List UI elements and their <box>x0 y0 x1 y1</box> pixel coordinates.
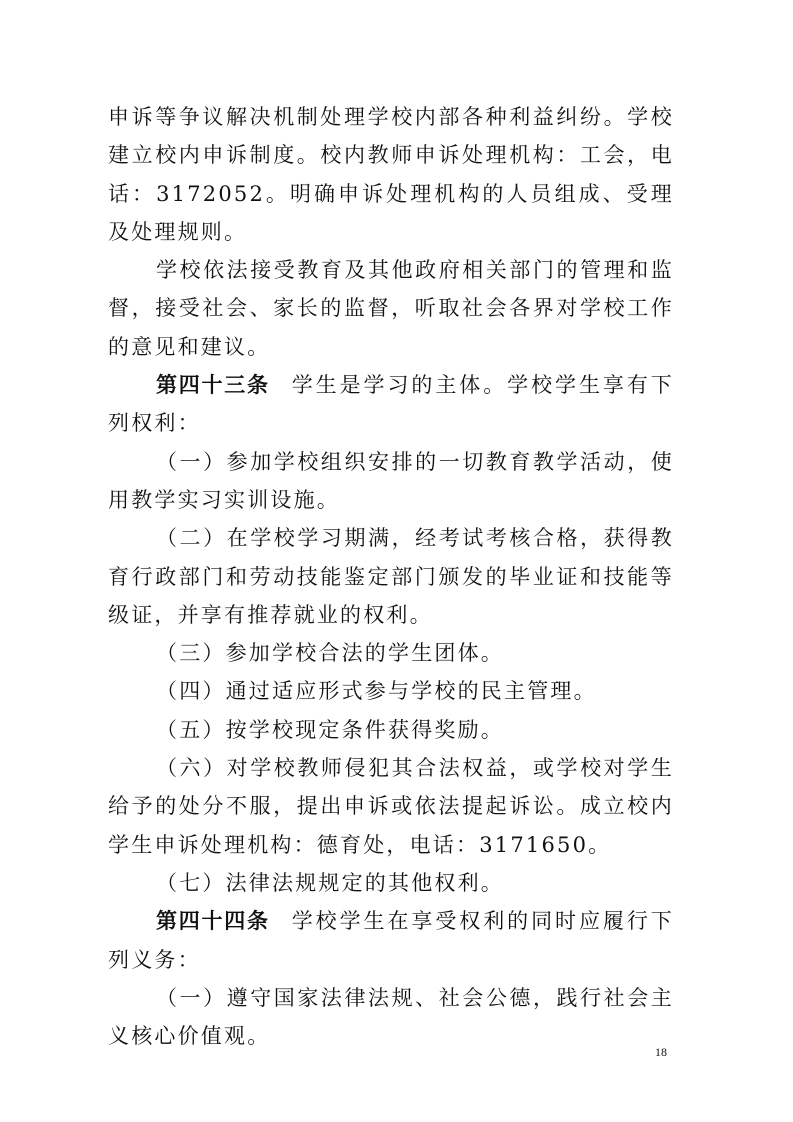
paragraph-article-43: 第四十三条 学生是学习的主体。学校学生享有下列权利： <box>108 373 674 436</box>
paragraph-grievance-mechanism: 申诉等争议解决机制处理学校内部各种利益纠纷。学校建立校内申诉制度。校内教师申诉处理机构：工会，电话：3172052。明确申诉处理机构的人员组成、受理及处理规则。 <box>108 105 674 244</box>
page-number: 18 <box>655 1045 667 1059</box>
article-heading: 第四十三条 <box>156 373 270 398</box>
paragraph-right-3: （三）参加学校合法的学生团体。 <box>156 641 504 666</box>
paragraph-right-1: （一）参加学校组织安排的一切教育教学活动，使用教学实习实训设施。 <box>108 449 674 512</box>
paragraph-supervision: 学校依法接受教育及其他政府相关部门的管理和监督，接受社会、家长的监督，听取社会各界对学校工作的意见和建议。 <box>108 258 674 359</box>
paragraph-right-4: （四）通过适应形式参与学校的民主管理。 <box>156 679 597 704</box>
document-body <box>108 98 674 1055</box>
paragraph-right-2: （二）在学校学习期满，经考试考核合格，获得教育行政部门和劳动技能鉴定部门颁发的毕业证和技能等级证，并享有推荐就业的权利。 <box>108 526 674 627</box>
paragraph-right-7: （七）法律法规规定的其他权利。 <box>156 870 504 895</box>
paragraph-right-5: （五）按学校现定条件获得奖励。 <box>156 717 504 742</box>
article-heading: 第四十四条 <box>156 909 270 934</box>
paragraph-duty-1: （一）遵守国家法律法规、社会公德，践行社会主义核心价值观。 <box>108 985 674 1049</box>
paragraph-right-6: （六）对学校教师侵犯其合法权益，或学校对学生给予的处分不服，提出申诉或依法提起诉讼。成立校内学生申诉处理机构：德育处，电话：3171650。 <box>108 756 674 857</box>
paragraph-article-44: 第四十四条 学校学生在享受权利的同时应履行下列义务： <box>108 909 674 972</box>
